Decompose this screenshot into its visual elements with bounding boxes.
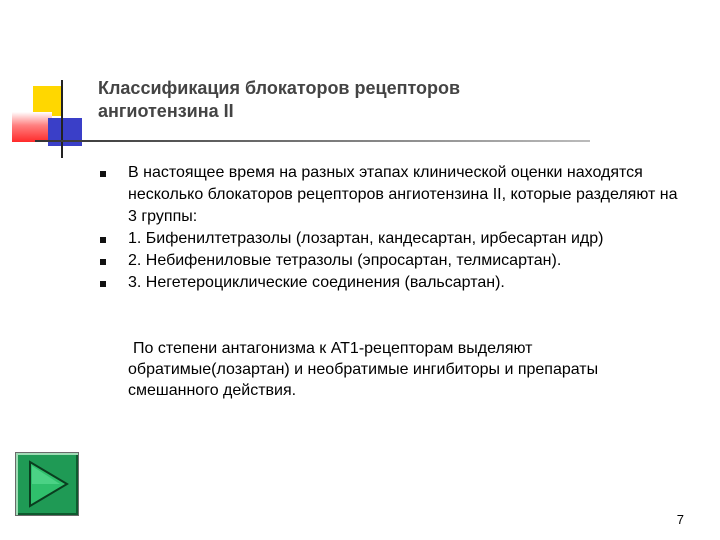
play-triangle-icon	[16, 453, 78, 515]
bullet-icon	[100, 171, 106, 177]
slide-title-line2: ангиотензина II	[98, 101, 234, 121]
note-line-2: обратимые(лозартан) и необратимые ингибиторы и препараты	[128, 361, 599, 378]
bullet-icon	[100, 281, 106, 287]
decor-red-square	[12, 112, 52, 142]
bullet-list	[98, 162, 678, 294]
list-item	[98, 272, 678, 294]
list-item	[98, 228, 678, 250]
note-line-1: По степени антагонизма к АТ1-рецепторам выделяют	[133, 340, 533, 357]
list-item	[98, 250, 678, 272]
list-item-text: 3. Негетероциклические соединения (вальсартан).	[128, 274, 505, 291]
title-divider	[35, 140, 590, 142]
list-item-text: 1. Бифенилтетразолы (лозартан, кандесартан, ирбесартан идр)	[128, 230, 604, 247]
bullet-icon	[100, 259, 106, 265]
slide-title-line1: Классификация блокаторов рецепторов	[98, 78, 461, 98]
list-item-text: В настоящее время на разных этапах клинической оценки находятся несколько блокаторов рецепторов ангиотензина II, которые разделяют на 3 группы:	[128, 164, 678, 225]
next-slide-button[interactable]	[15, 452, 79, 516]
page-number: 7	[676, 512, 684, 527]
slide-title	[98, 77, 578, 123]
list-item-text: 2. Небифениловые тетразолы (эпросартан, телмисартан).	[128, 252, 562, 269]
note-line-3: смешанного действия.	[128, 382, 297, 399]
decor-vertical-line	[61, 80, 63, 158]
note-paragraph	[128, 338, 668, 401]
list-item	[98, 162, 678, 228]
bullet-icon	[100, 237, 106, 243]
